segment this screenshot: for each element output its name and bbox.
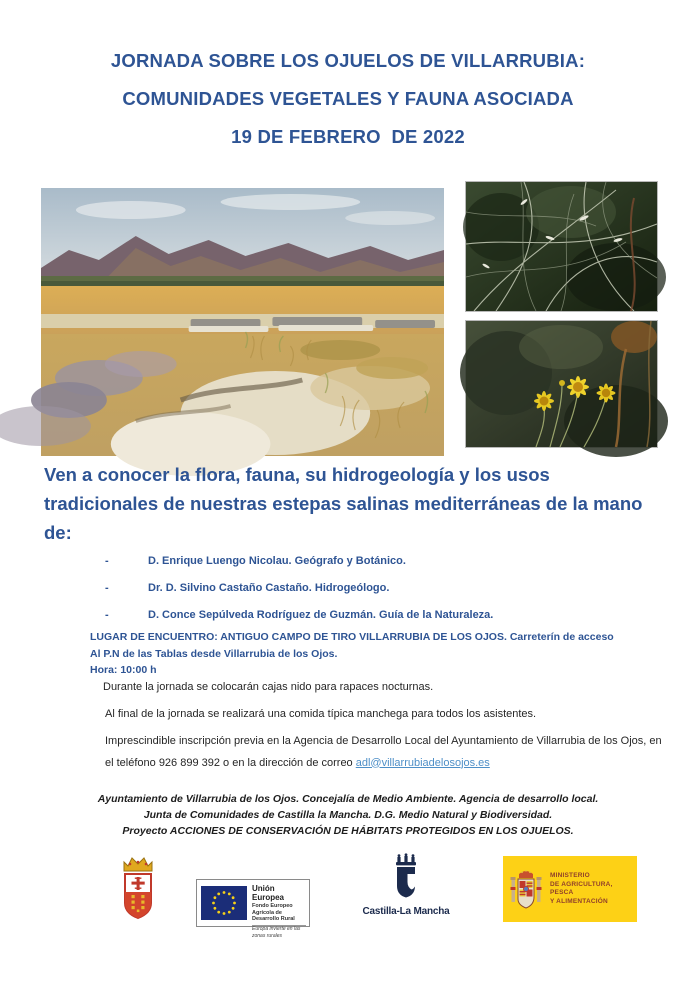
nest-boxes-note: Durante la jornada se colocarán cajas nido para rapaces nocturnas.	[103, 681, 434, 693]
grass-photo	[465, 181, 658, 312]
list-item	[44, 548, 644, 575]
ministry-line2: DE AGRICULTURA, PESCA	[550, 880, 613, 896]
villarrubia-coat-of-arms-logo	[116, 851, 160, 927]
credits-line1: Ayuntamiento de Villarrubia de los Ojos. Concejalía de Medio Ambiente. Agencia de desarrollo local.	[97, 793, 599, 805]
ministry-line3: Y ALIMENTACIÓN	[550, 897, 608, 905]
ministry-line1: MINISTERIO	[550, 872, 590, 879]
coat-of-arms-icon	[116, 851, 160, 927]
event-date-line: 19 DE FEBRERO DE 2022	[231, 126, 465, 147]
registration-paragraph	[105, 731, 667, 774]
bullet-dash: -	[105, 609, 109, 621]
eu-logo-tagline: Europa invierte en las zonas rurales	[252, 925, 306, 940]
landscape-photo-art	[41, 188, 444, 456]
flower-1	[534, 391, 554, 411]
flowers-photo-art	[466, 321, 657, 447]
eu-flag-icon	[201, 886, 247, 920]
speaker-1-name: D. Enrique Luengo Nicolau. Geógrafo y Botánico.	[148, 555, 406, 567]
email-link[interactable]: adl@villarrubiadelosojos.es	[355, 756, 490, 769]
speaker-2-name: Dr. D. Silvino Castaño Castaño. Hidrogeólogo.	[148, 582, 390, 594]
flower-3	[597, 384, 616, 403]
event-title-line2: COMUNIDADES VEGETALES Y FAUNA ASOCIADA	[122, 88, 574, 109]
event-title-line1: JORNADA SOBRE LOS OJUELOS DE VILLARRUBIA:	[110, 50, 586, 71]
lunch-note: Al final de la jornada se realizará una comida típica manchega para todos los asistentes.	[105, 708, 537, 720]
credits-line2: Junta de Comunidades de Castilla la Mancha. D.G. Medio Natural y Biodiversidad.	[143, 809, 553, 821]
list-item	[44, 575, 644, 602]
bullet-dash: -	[105, 582, 109, 594]
intro-paragraph: Ven a conocer la flora, fauna, su hidrogeología y los usos tradicionales de nuestras estepas salinas mediterráneas de la mano de:	[44, 464, 643, 543]
credits-line3: Proyecto ACCIONES DE CONSERVACIÓN DE HÁBITATS PROTEGIDOS EN LOS OJUELOS.	[122, 825, 574, 837]
eu-logo-title: Unión Europea	[252, 884, 285, 902]
speakers-list	[44, 548, 644, 629]
eu-logo-text	[250, 880, 309, 939]
speaker-3-name: D. Conce Sepúlveda Rodríguez de Guzmán. Guía de la Naturaleza.	[148, 609, 494, 621]
spain-coat-of-arms-icon	[509, 867, 543, 911]
grass-photo-art	[466, 182, 657, 311]
flower-2	[567, 376, 589, 398]
eu-rural-development-logo	[196, 879, 310, 939]
castilla-la-mancha-icon	[391, 853, 421, 899]
meeting-point-line2: Al P.N de las Tablas desde Villarrubia de los Ojos.	[90, 647, 338, 660]
landscape-photo	[41, 188, 444, 456]
organizer-credits	[0, 791, 696, 839]
bullet-dash: -	[105, 555, 109, 567]
event-title	[0, 42, 696, 156]
ministry-logo-text	[550, 872, 631, 906]
flowers-photo	[465, 320, 658, 448]
list-item	[44, 602, 644, 629]
ministry-agriculture-logo	[503, 856, 637, 922]
meeting-point-line1: LUGAR DE ENCUENTRO: ANTIGUO CAMPO DE TIRO VILLARRUBIA DE LOS OJOS. Carreterín de acceso	[90, 631, 614, 643]
meeting-info	[90, 629, 668, 679]
castilla-la-mancha-label: Castilla-La Mancha	[362, 906, 450, 917]
castilla-la-mancha-logo	[356, 853, 456, 917]
meeting-time: Hora: 10:00 h	[90, 664, 157, 676]
eu-logo-subtitle: Fondo Europeo Agrícola de Desarrollo Rural	[252, 903, 295, 922]
registration-text: Imprescindible inscripción previa en la Agencia de Desarrollo Local del Ayuntamiento de Villarrubia de los Ojos, en el teléfono 926 899 392 o en la dirección de correo	[105, 735, 662, 769]
